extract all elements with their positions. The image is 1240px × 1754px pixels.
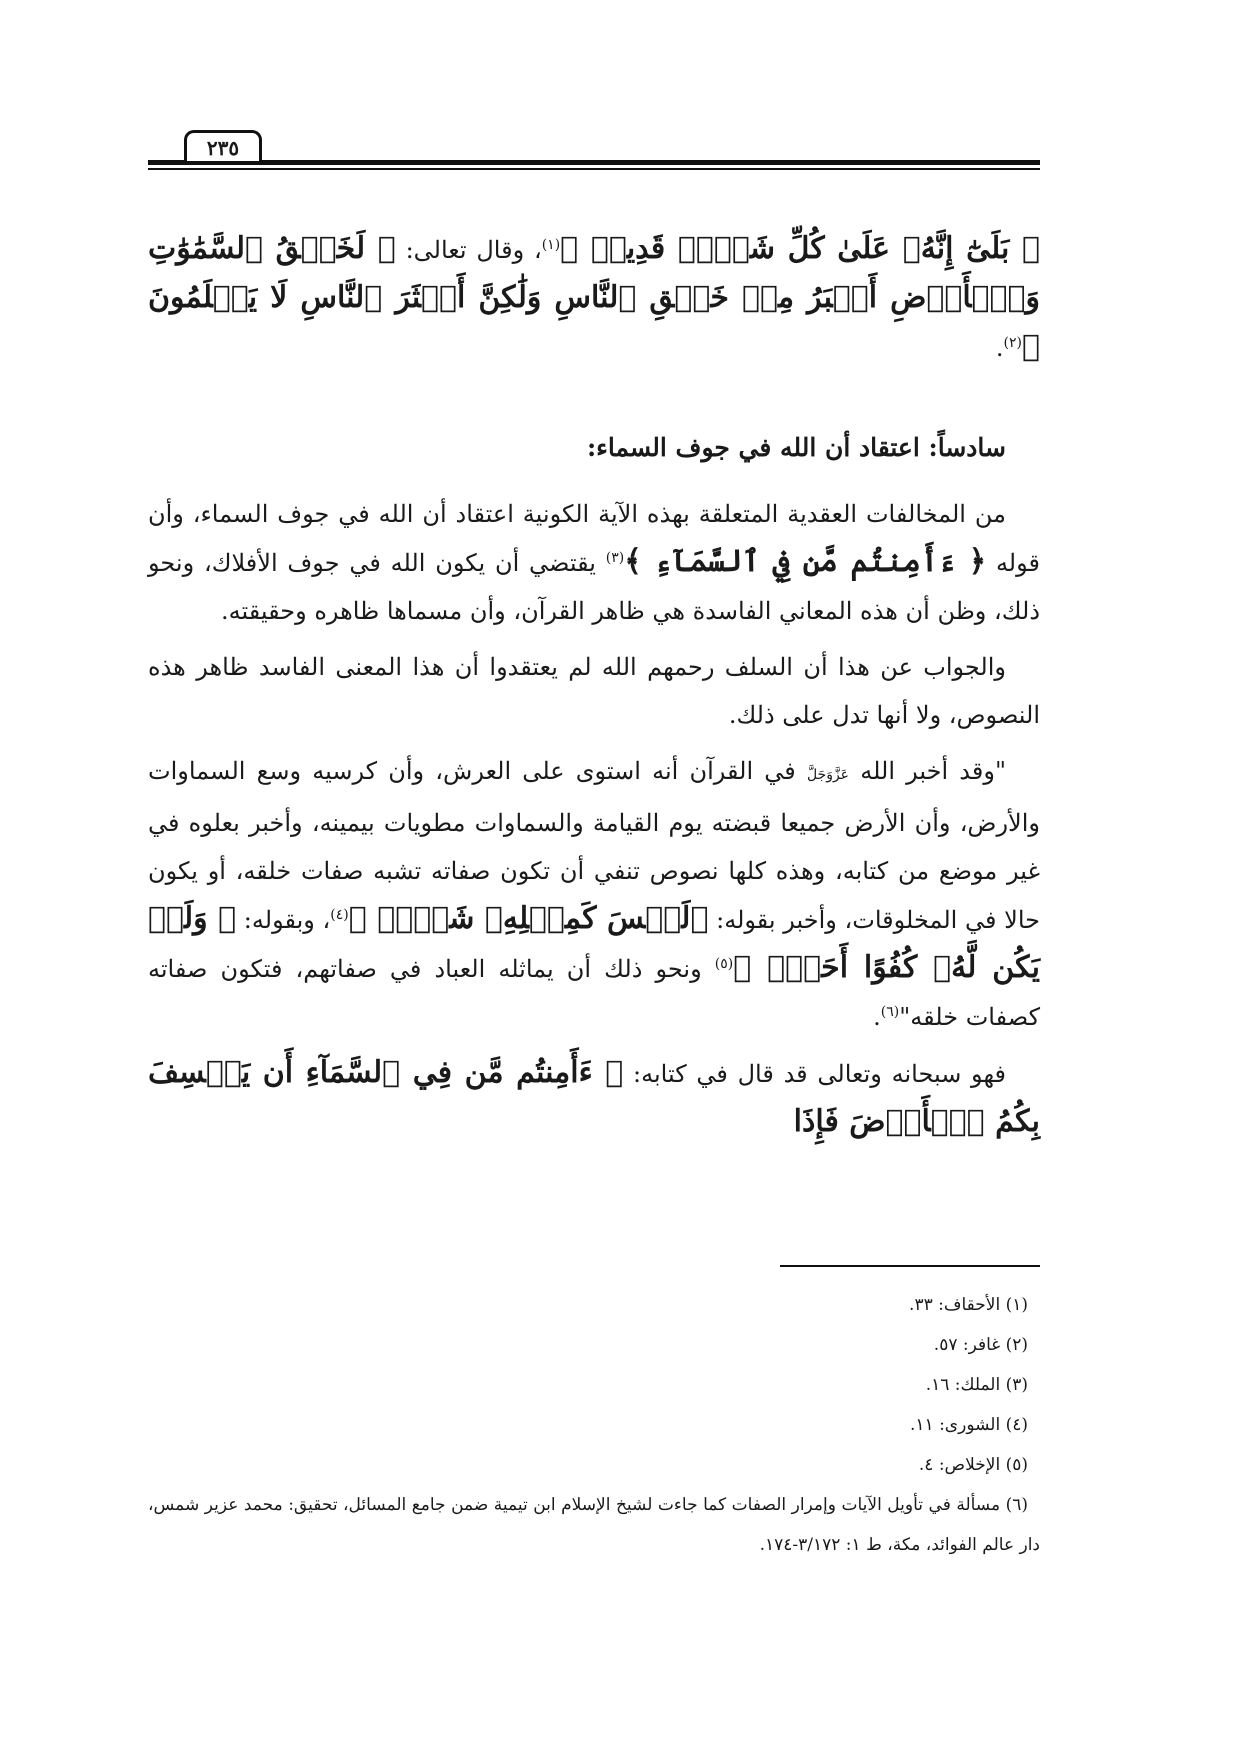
quran-verse: ﴿لَيۡسَ كَمِثۡلِهِۦ شَيۡءٞ ﴾ <box>348 901 709 936</box>
header-rule-thick <box>148 160 1040 165</box>
footnote-item: (٦) مسألة في تأويل الآيات وإمرار الصفات كما جاءت لشيخ الإسلام ابن تيمية ضمن جامع المسائل، تحقيق: محمد عزير شمس، دار عالم الفوائد، مكة، ط ١: ٣/١٧٢-١٧٤. <box>148 1495 1040 1555</box>
page-header <box>148 130 1040 170</box>
footnote-item: (١) الأحقاف: ٣٣. <box>909 1295 1028 1315</box>
header-rule-thin <box>148 168 1040 170</box>
verse-open-ornament: ﴿ <box>218 901 237 936</box>
footnote-item: (٢) غافر: ٥٧. <box>933 1335 1028 1355</box>
verse-open-ornament: ﴿ <box>1022 231 1041 266</box>
footnote-item: (٤) الشورى: ١١. <box>910 1415 1028 1435</box>
paragraph: "وقد أخبر الله عَزَّوَجَلَّ في القرآن أنه استوى على العرش، وأن كرسيه وسع السماوات والأرض، وأن الأرض جميعا قبضته يوم القيامة والسماوات مطويات بيمينه، وأخبر بعلوه في غير موضع من كتابه، وهذه كلها نصوص تنفي أن تكون صفاته تشبه صفات خلقه، أو يكون حالا في المخلوقات، وأخبر بقوله: ﴿لَيۡسَ كَمِثۡلِهِۦ شَيۡءٞ ﴾$^{(٤)}$، وبقوله: ﴿ وَلَمۡ يَكُن لَّهُۥ كُفُوًا أَحَدُۢ ﴾$^{(٥)}$ ونحو ذلك أن يماثله العباد في صفاتهم، فتكون صفاته كصفات خلقه"$^{(٦)}$. <box>148 757 1041 1031</box>
verse-close-ornament: ﴾ <box>624 544 642 579</box>
quran-verse: ﴿ ءَأَمِنتُم مَّن فِي ٱلسَّمَآءِ ﴾ <box>624 544 987 579</box>
verse-open-ornament: ﴿ <box>377 231 396 266</box>
honorific: عَزَّوَجَلَّ <box>806 767 850 783</box>
footnote-ref[interactable]: (٦) <box>880 1004 900 1020</box>
verse-open-ornament: ﴿ <box>605 1055 624 1090</box>
quran-verse: ﴿ لَخَلۡقُ ٱلسَّمَٰوَٰتِ وَٱلۡأَرۡضِ أَكۡبَرُ مِنۡ خَلۡقِ ٱلنَّاسِ وَلَٰكِنَّ أَكۡثَرَ ٱلنَّاسِ لَا يَعۡلَمُونَ ﴾ <box>148 231 1040 364</box>
footnote-ref[interactable]: (٢) <box>1003 335 1022 351</box>
verse-close-ornament: ﴾ <box>1021 329 1040 364</box>
footnote-ref[interactable]: (٣) <box>605 550 625 566</box>
verse-close-ornament: ﴾ <box>733 950 752 985</box>
verse-open-ornament: ﴿ <box>690 901 709 936</box>
footnote-ref[interactable]: (٥) <box>714 956 734 972</box>
footnote-ref[interactable]: (٤) <box>330 907 349 923</box>
section-heading: سادساً: اعتقاد أن الله في جوف السماء: <box>586 433 1006 462</box>
verse-close-ornament: ﴾ <box>560 231 579 266</box>
verse-open-ornament: ﴿ <box>968 544 987 579</box>
paragraph: من المخالفات العقدية المتعلقة بهذه الآية الكونية اعتقاد أن الله في جوف السماء، وأن قوله ﴿ ءَأَمِنتُم مَّن فِي ٱلسَّمَآءِ ﴾$^{(٣)}$ يقتضي أن يكون الله في جوف الأفلاك، ونحو ذلك، وظن أن هذه المعاني الفاسدة هي ظاهر القرآن، وأن مسماها ظاهره وحقيقته. <box>148 500 1040 625</box>
quran-verse: ﴿ وَلَمۡ يَكُن لَّهُۥ كُفُوًا أَحَدُۢ ﴾ <box>148 901 1041 985</box>
main-text <box>148 225 1040 1147</box>
page-number: ٢٣٥ <box>184 130 262 161</box>
quran-verse: ﴿ ءَأَمِنتُم مَّن فِي ٱلسَّمَآءِ أَن يَخۡسِفَ بِكُمُ ٱلۡأَرۡضَ فَإِذَا <box>148 1055 1040 1139</box>
footnote-item: (٣) الملك: ١٦. <box>925 1375 1028 1395</box>
paragraph: فهو سبحانه وتعالى قد قال في كتابه: ﴿ ءَأَمِنتُم مَّن فِي ٱلسَّمَآءِ أَن يَخۡسِفَ بِكُمُ ٱلۡأَرۡضَ فَإِذَا <box>148 1055 1040 1139</box>
footnotes <box>148 1285 1040 1565</box>
quran-block: ﴿ بَلَىٰٓ إِنَّهُۥ عَلَىٰ كُلِّ شَيۡءٖ قَدِيرٞ ﴾$^{(١)}$، وقال تعالى: ﴿ لَخَلۡقُ ٱلسَّمَٰوَٰتِ وَٱلۡأَرۡضِ أَكۡبَرُ مِنۡ خَلۡقِ ٱلنَّاسِ وَلَٰكِنَّ أَكۡثَرَ ٱلنَّاسِ لَا يَعۡلَمُونَ ﴾$^{(٢)}$. <box>148 231 1041 364</box>
quran-verse: ﴿ بَلَىٰٓ إِنَّهُۥ عَلَىٰ كُلِّ شَيۡءٖ قَدِيرٞ ﴾ <box>560 231 1041 266</box>
footnote-ref[interactable]: (١) <box>541 237 561 253</box>
footnote-item: (٥) الإخلاص: ٤. <box>918 1455 1028 1475</box>
verse-close-ornament: ﴾ <box>348 901 367 936</box>
footnote-separator <box>780 1265 1040 1267</box>
paragraph: والجواب عن هذا أن السلف رحمهم الله لم يعتقدوا أن هذا المعنى الفاسد ظاهر هذه النصوص، ولا أنها تدل على ذلك. <box>148 653 1040 729</box>
